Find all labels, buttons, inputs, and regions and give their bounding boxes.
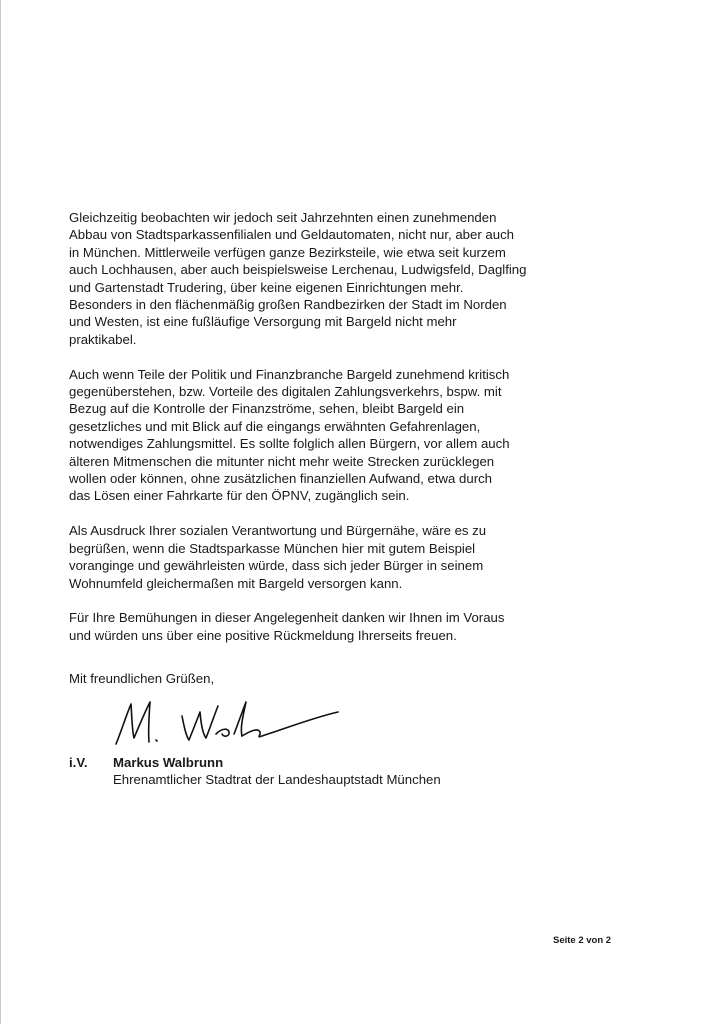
- text-line: Als Ausdruck Ihrer sozialen Verantwortung und Bürgernähe, wäre es zu: [69, 523, 487, 539]
- text-line: Gleichzeitig beobachten wir jedoch seit Jahrzehnten einen zunehmenden: [69, 210, 497, 225]
- signer-name: Markus Walbrunn: [113, 755, 224, 770]
- text-line: und Gartenstadt Trudering, über keine eigenen Einrichtungen mehr.: [69, 279, 464, 295]
- text-line: und würden uns über eine positive Rückmeldung Ihrerseits freuen.: [69, 627, 457, 643]
- paragraph-3: [69, 522, 629, 592]
- page-number: Seite 2 von 2: [553, 935, 612, 946]
- letter-body: [69, 209, 629, 644]
- text-line: notwendiges Zahlungsmittel. Es sollte folglich allen Bürgern, vor allem auch: [69, 436, 510, 452]
- handwritten-signature: [112, 694, 342, 750]
- signer-prefix: i.V.: [69, 755, 88, 770]
- text-line: begrüßen, wenn die Stadtsparkasse München hier mit gutem Beispiel: [69, 540, 476, 556]
- text-line: voranginge und gewährleisten würde, dass sich jeder Bürger in seinem: [69, 558, 484, 574]
- page-left-edge: [0, 0, 1, 1024]
- closing-salutation: Mit freundlichen Grüßen,: [69, 671, 215, 686]
- text-line: wollen oder können, ohne zusätzlichen finanziellen Aufwand, etwa durch: [69, 471, 493, 487]
- text-line: Abbau von Stadtsparkassenfilialen und Geldautomaten, nicht nur, aber auch: [69, 227, 515, 243]
- text-line: Auch wenn Teile der Politik und Finanzbranche Bargeld zunehmend kritisch: [69, 366, 510, 382]
- text-line: Bezug auf die Kontrolle der Finanzströme, sehen, bleibt Bargeld ein: [69, 401, 465, 417]
- paragraph-4: [69, 609, 629, 644]
- text-line: älteren Mitmenschen die mitunter nicht mehr weite Strecken zurücklegen: [69, 453, 495, 469]
- text-line: Besonders in den flächenmäßig großen Randbezirken der Stadt im Norden: [69, 297, 507, 313]
- text-line: das Lösen einer Fahrkarte für den ÖPNV, zugänglich sein.: [69, 488, 410, 504]
- text-line: auch Lochhausen, aber auch beispielsweise Lerchenau, Ludwigsfeld, Daglfing: [69, 262, 527, 278]
- text-line: gesetzliches und mit Blick auf die eingangs erwähnten Gefahrenlagen,: [69, 418, 481, 434]
- signer-title: Ehrenamtlicher Stadtrat der Landeshauptstadt München: [113, 772, 441, 788]
- paragraph-2: [69, 366, 629, 505]
- text-line: praktikabel.: [69, 331, 137, 347]
- paragraph-1: [69, 209, 629, 348]
- text-line: Für Ihre Bemühungen in dieser Angelegenheit danken wir Ihnen im Voraus: [69, 610, 505, 626]
- text-line: in München. Mittlerweile verfügen ganze Bezirksteile, wie etwa seit kurzem: [69, 244, 506, 260]
- text-line: Wohnumfeld gleichermaßen mit Bargeld versorgen kann.: [69, 575, 403, 591]
- text-line: gegenüberstehen, bzw. Vorteile des digitalen Zahlungsverkehrs, bspw. mit: [69, 384, 502, 400]
- text-line: und Westen, ist eine fußläufige Versorgung mit Bargeld nicht mehr: [69, 314, 457, 330]
- signer-block: [69, 754, 441, 789]
- signer-row: [69, 754, 441, 771]
